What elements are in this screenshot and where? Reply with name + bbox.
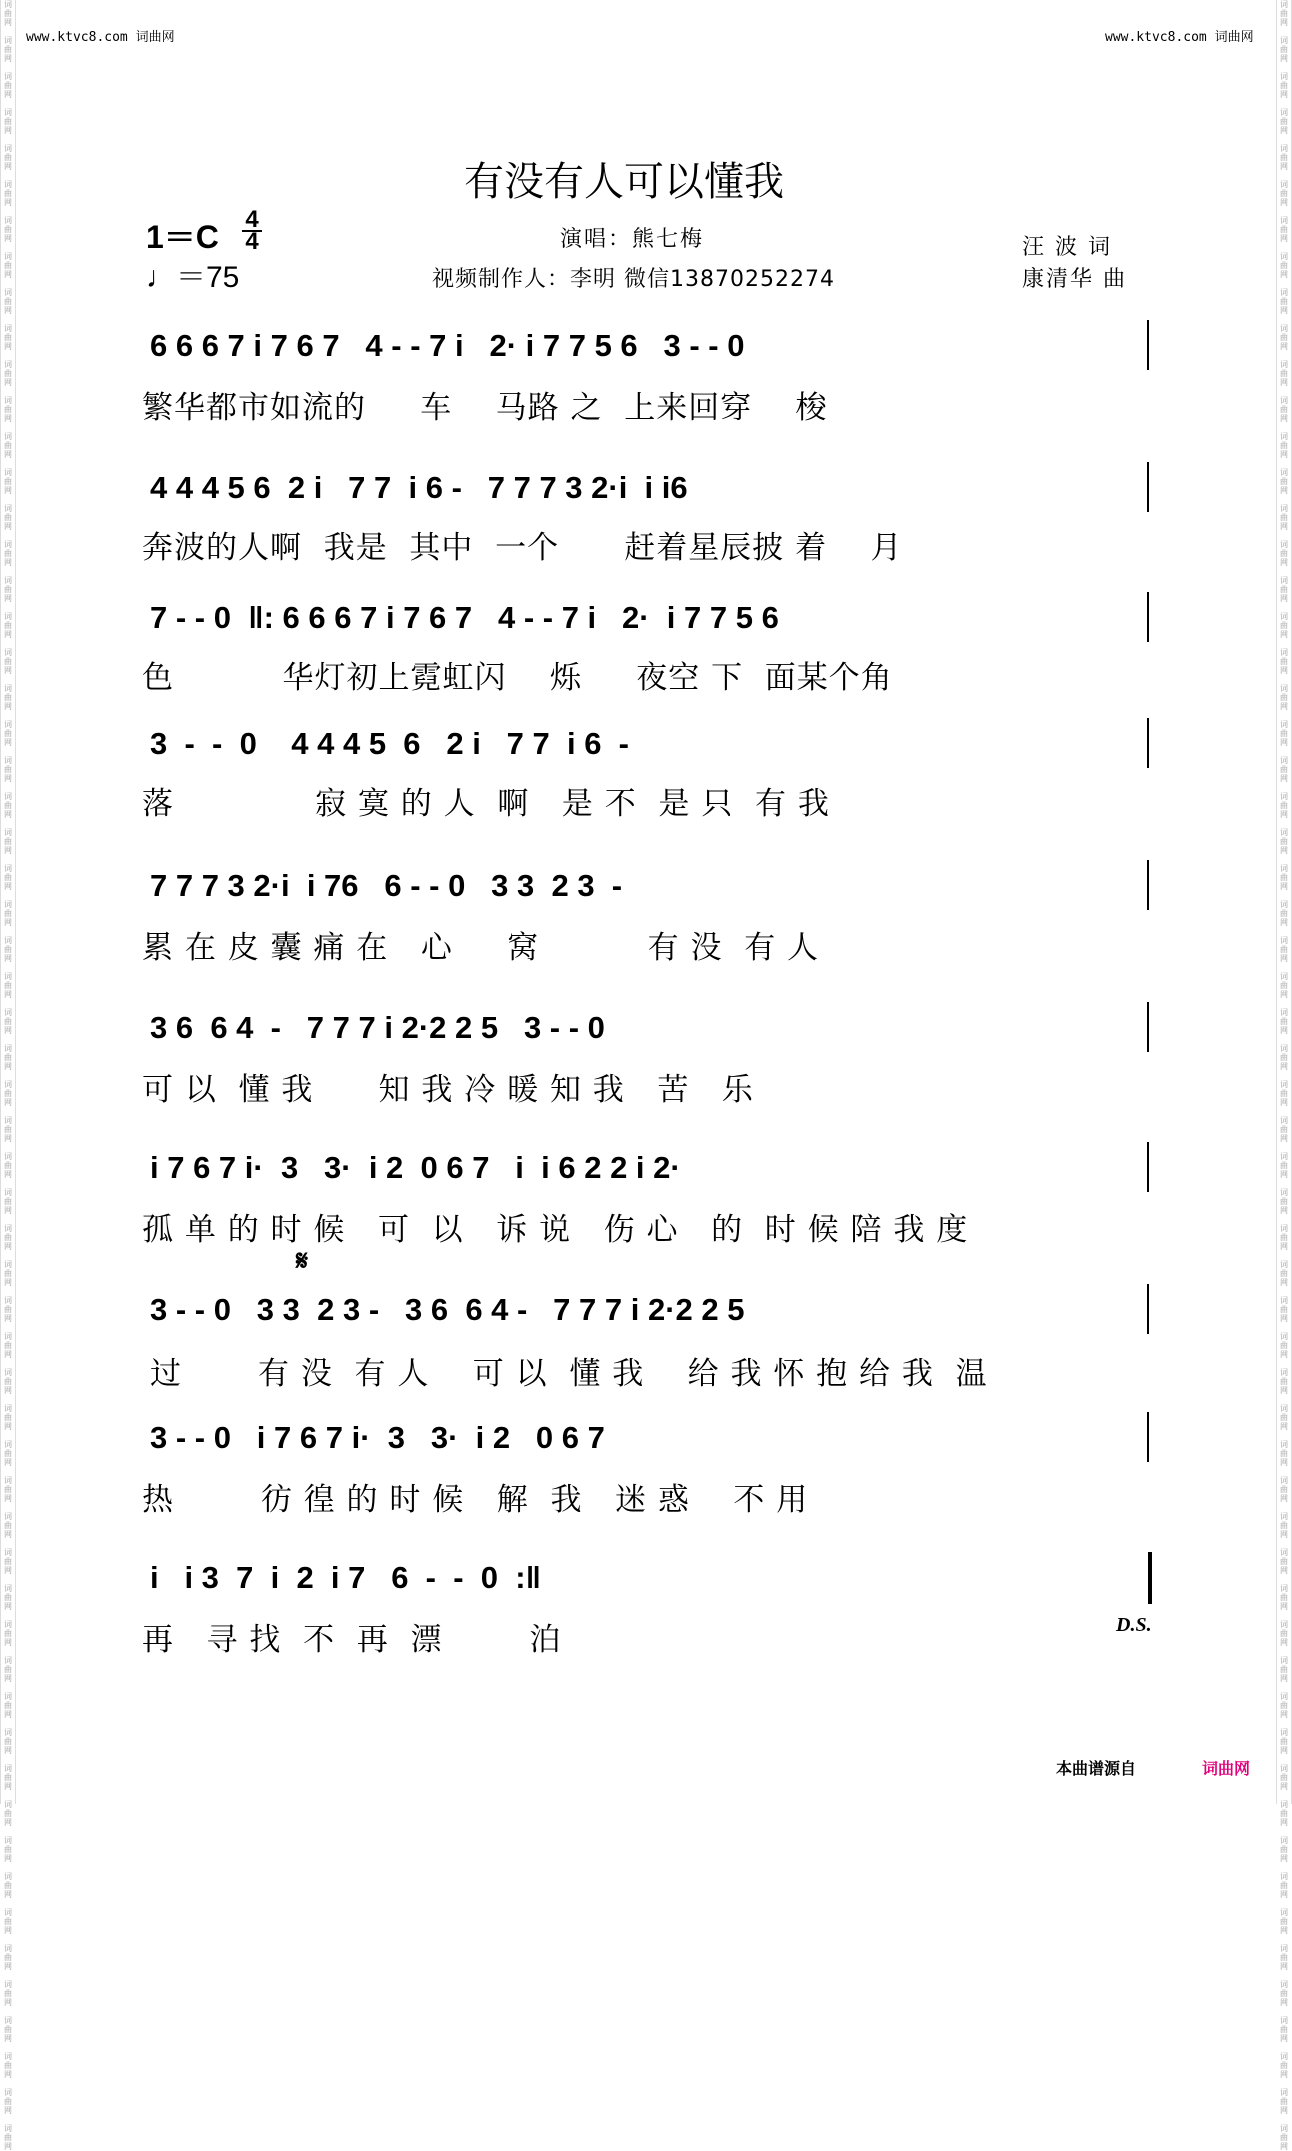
bar-line [1147,1002,1149,1052]
lyrics-row-5: 累 在 皮 囊 痛 在 心 窝 有 没 有 人 [142,930,820,966]
lyrics-row-10: 再 寻 找 不 再 漂 泊 [142,1622,562,1658]
notation-row-9: 3 - - 0 i 7 6 7 i· 3 3· i 2 0 6 7 [150,1420,605,1455]
tempo-mark: ♩＝75 [146,261,240,294]
time-signature [242,206,262,255]
lyrics-row-2: 奔波的人啊 我是 其中 一个 赶着星辰披 着 月 [142,530,903,566]
bar-line [1147,860,1149,910]
bar-line [1147,592,1149,642]
notation-row-10: i i 3 7 i 2 i 7 6 - - 0 :‖ [150,1560,541,1595]
composer-credit: 康清华 曲 [1022,267,1127,292]
notation-row-2: 4 4 4 5 6 2 i 7 7 i 6 - 7 7 7 3 2·i i i6 [150,470,688,505]
key-signature: 1＝C [146,219,219,255]
segno-sign: 𝄋 [296,1244,309,1277]
final-repeat-bar [1148,1552,1152,1604]
lyrics-row-6: 可 以 懂 我 知 我 冷 暖 知 我 苦 乐 [142,1072,754,1108]
left-watermark-strip: 词 曲 网 词 曲 网 词 曲 网 词 曲 网 词 曲 网 词 曲 网 词 曲 网 词 曲 网 词 曲 网 词 曲 网 词 曲 网 词 曲 网 词 曲 网 词 曲 网 词 曲 网 词 曲 网 词 曲 网 词 曲 网 词 曲 网 词 曲 网 词 曲 网 词 曲 网 词 曲 网 词 曲 网 词 曲 网 词 曲 网 词 曲 网 词 曲 网 词 曲 网 词 曲 网 词 曲 网 词 曲 网 词 曲 网 词 曲 网 词 曲 网 词 曲 网 词 曲 网 词 曲 网 词 曲 网 词 曲 网 词 曲 网 词 曲 网 词 曲 网 词 曲 网 词 曲 网 词 曲 网 词 曲 网 词 曲 网 词 曲 网 词 曲 网 词 曲 网 词 曲 网 词 曲 网 词 曲 网 词 曲 网 词 曲 网 词 曲 网 词 曲 网 词 曲 网 词 曲 网 [0,0,16,1804]
notation-row-1: 6 6 6 7 i 7 6 7 4 - - 7 i 2· i 7 7 5 6 3 - - 0 [150,328,745,363]
lyrics-row-1: 繁华都市如流的 车 马路 之 上来回穿 梭 [142,390,828,426]
time-signature-top: 4 [245,206,259,233]
footer-source: 本曲谱源自 [1056,1759,1137,1778]
notation-row-8: 3 - - 0 3 3 2 3 - 3 6 6 4 - 7 7 7 i 2·2 2 5 [150,1292,745,1327]
lyrics-row-8: 过 有 没 有 人 可 以 懂 我 给 我 怀 抱 给 我 温 [150,1356,988,1392]
bar-line [1147,1142,1149,1192]
bar-line [1147,1284,1149,1334]
footer-brand: 词曲网 [1202,1759,1251,1778]
lyrics-row-4: 落 寂 寞 的 人 啊 是 不 是 只 有 我 [142,786,830,822]
lyrics-row-7: 孤 单 的 时 候 可 以 诉 说 伤 心 的 时 候 陪 我 度 [142,1212,969,1248]
notation-row-5: 7 7 7 3 2·i i 76 6 - - 0 3 3 2 3 - [150,868,623,903]
site-label-right: www.ktvc8.com 词曲网 [1105,30,1254,45]
bar-line [1147,462,1149,512]
right-watermark-strip: 词 曲 网 词 曲 网 词 曲 网 词 曲 网 词 曲 网 词 曲 网 词 曲 网 词 曲 网 词 曲 网 词 曲 网 词 曲 网 词 曲 网 词 曲 网 词 曲 网 词 曲 网 词 曲 网 词 曲 网 词 曲 网 词 曲 网 词 曲 网 词 曲 网 词 曲 网 词 曲 网 词 曲 网 词 曲 网 词 曲 网 词 曲 网 词 曲 网 词 曲 网 词 曲 网 词 曲 网 词 曲 网 词 曲 网 词 曲 网 词 曲 网 词 曲 网 词 曲 网 词 曲 网 词 曲 网 词 曲 网 词 曲 网 词 曲 网 词 曲 网 词 曲 网 词 曲 网 词 曲 网 词 曲 网 词 曲 网 词 曲 网 词 曲 网 词 曲 网 词 曲 网 词 曲 网 词 曲 网 词 曲 网 词 曲 网 词 曲 网 词 曲 网 词 曲 网 词 曲 网 [1276,0,1292,1804]
bar-line [1147,320,1149,370]
notation-row-4: 3 - - 0 4 4 4 5 6 2 i 7 7 i 6 - [150,726,630,761]
notation-row-6: 3 6 6 4 - 7 7 7 i 2·2 2 5 3 - - 0 [150,1010,605,1045]
site-label-left: www.ktvc8.com 词曲网 [26,30,175,45]
notation-row-3: 7 - - 0 ‖: 6 6 6 7 i 7 6 7 4 - - 7 i 2· i 7 7 5 6 [150,600,779,635]
video-credit: 视频制作人：李明 微信13870252274 [432,267,835,292]
bar-line [1147,718,1149,768]
time-signature-bottom: 4 [245,228,259,255]
lyrics-row-9: 热 彷 徨 的 时 候 解 我 迷 惑 不 用 [142,1482,809,1518]
song-title: 有没有人可以懂我 [464,159,784,205]
notation-row-7: i 7 6 7 i· 3 3· i 2 0 6 7 i i 6 2 2 i 2· [150,1150,681,1185]
lyrics-row-3: 色 华灯初上霓虹闪 烁 夜空 下 面某个角 [142,660,893,696]
dal-segno-mark: D.S. [1116,1614,1152,1636]
lyricist-credit: 汪 波 词 [1022,235,1112,260]
singer-credit: 演唱：熊七梅 [560,227,705,252]
bar-line [1147,1412,1149,1462]
